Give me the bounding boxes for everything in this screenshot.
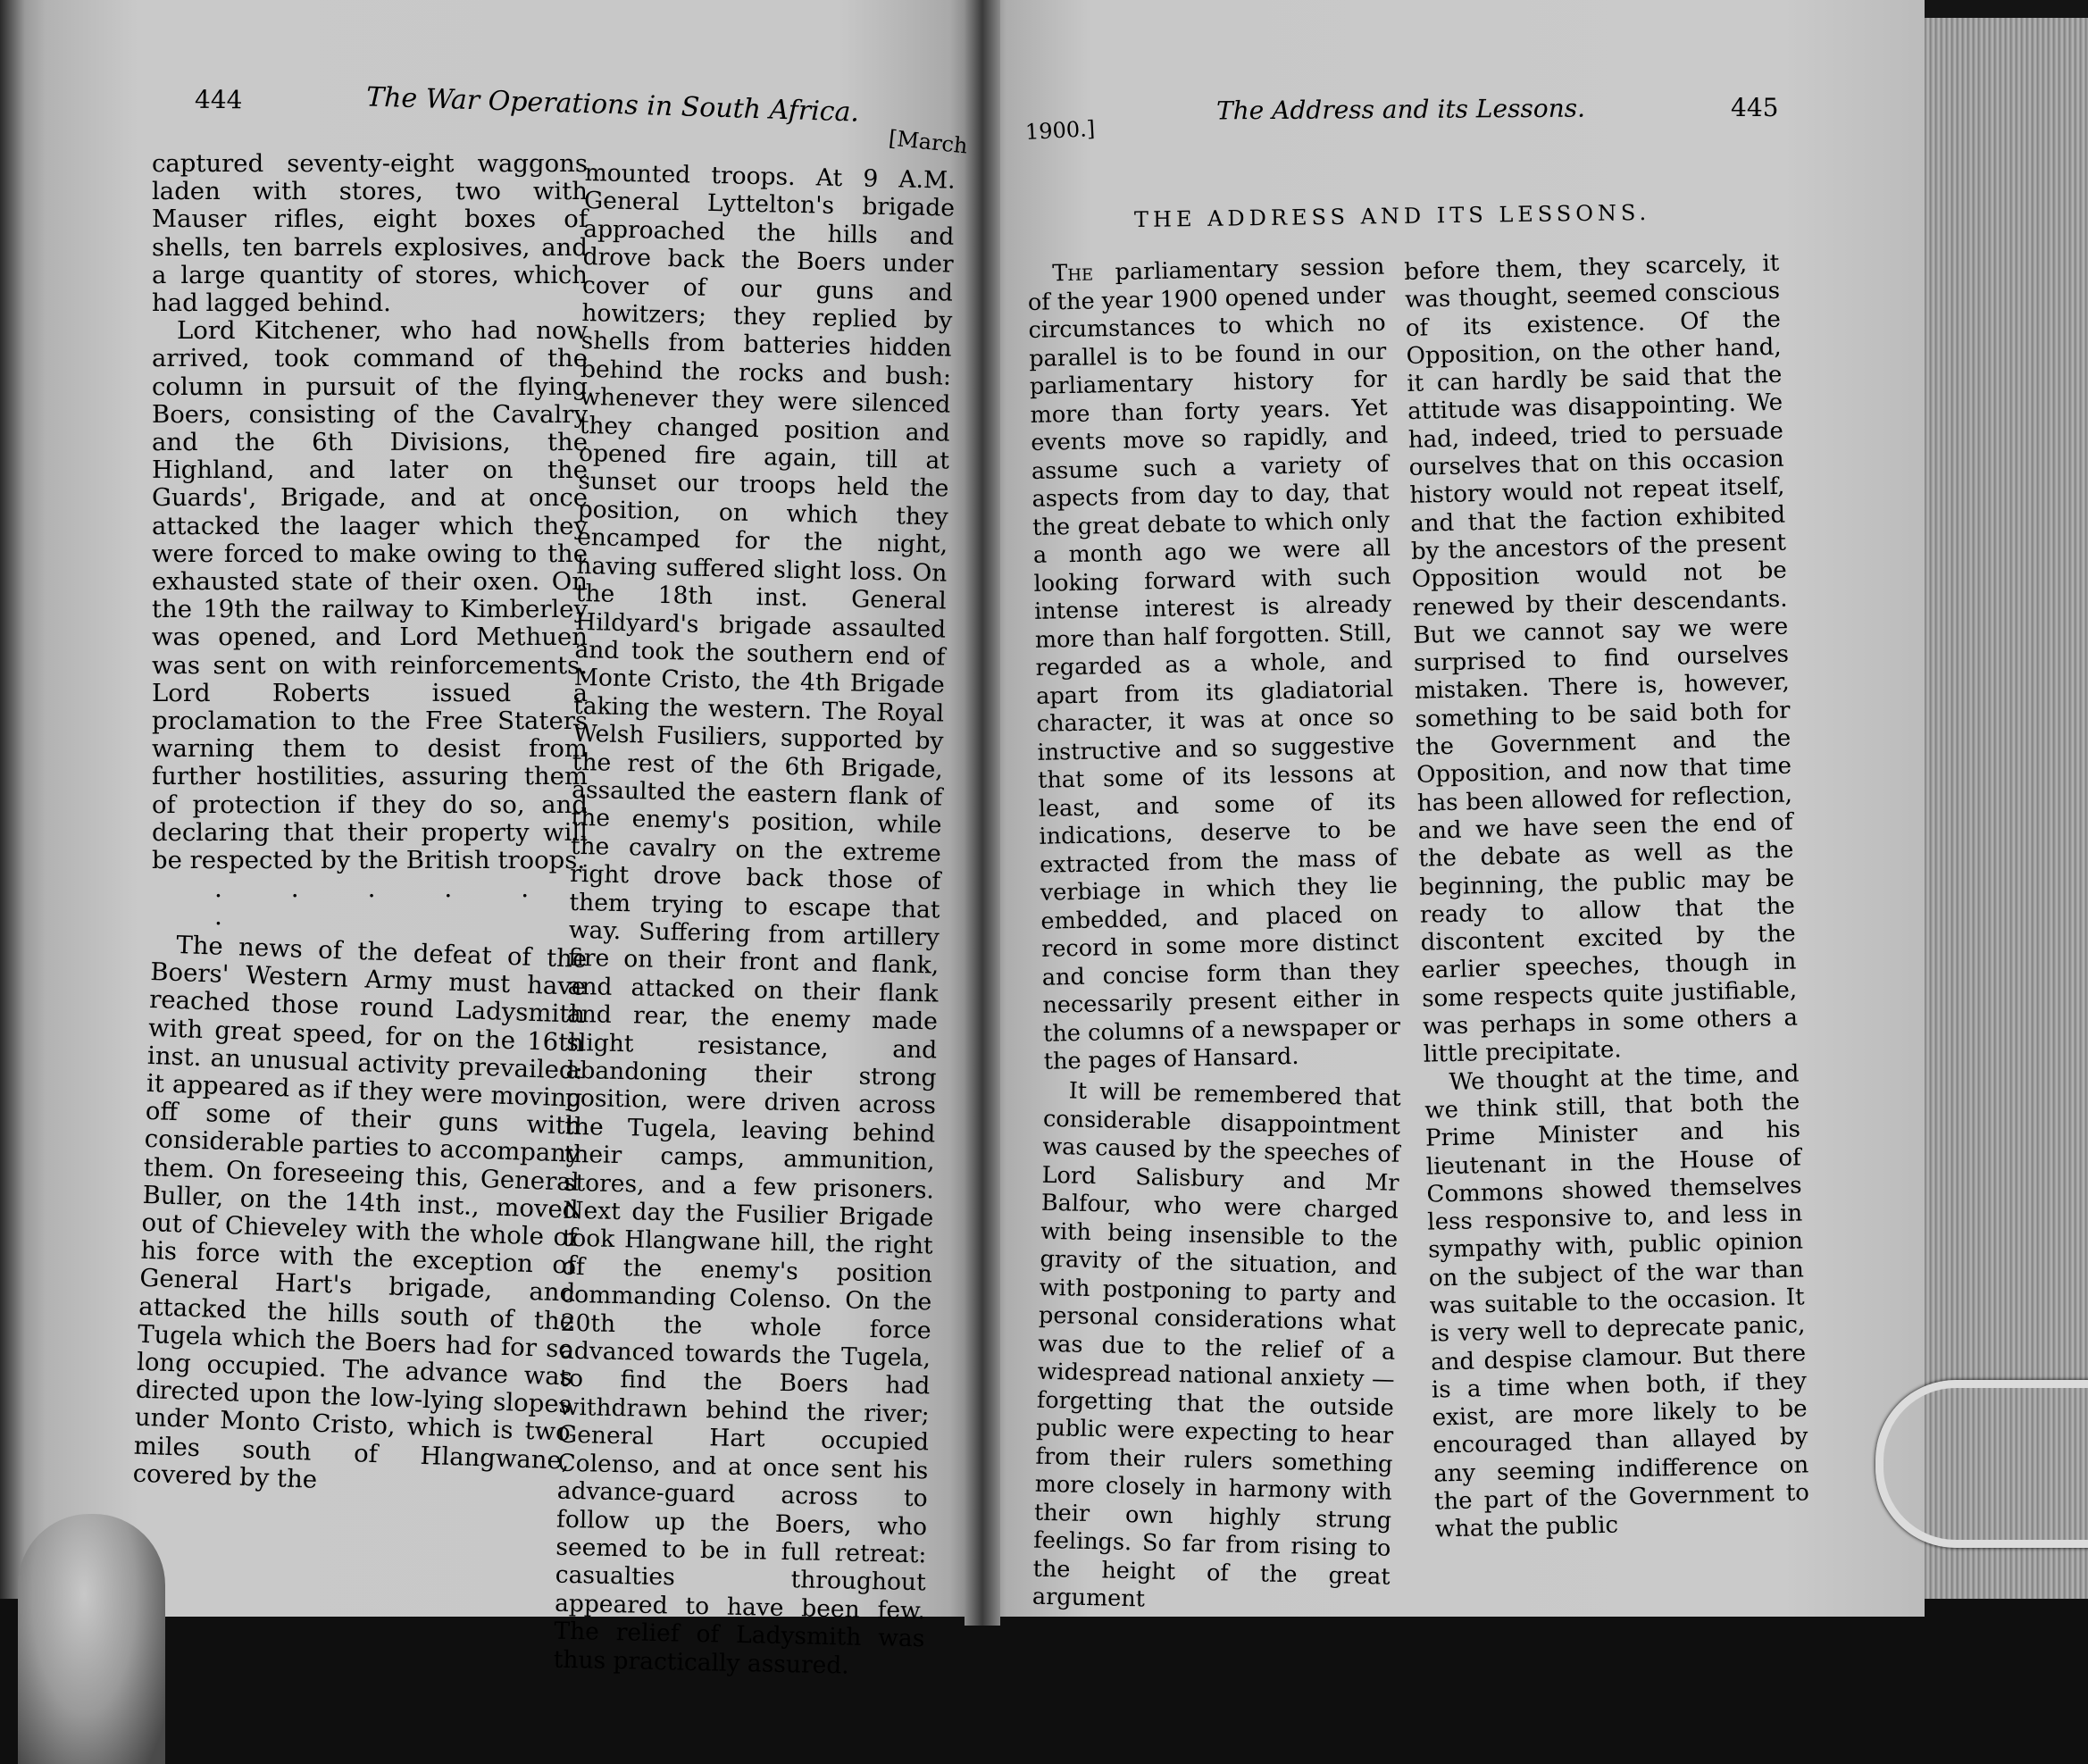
right-page-edges [1920,18,2088,1608]
book-gutter [965,0,1000,1626]
paragraph: captured seventy-eight waggons laden with stores, two with Mauser rifles, eight boxes of shells, ten barrels explosives, and a large quantity of stores, which had lagged behind. [152,149,588,318]
paragraph: The news of the defeat of the Boers' Western Army must have reached those round Ladysmith with great speed, for on the 16th inst. an unusual activity prevailed: it appeared as if they were moving off some of their guns with considerable parties to accompany them. On foreseeing this, General Buller, on the 14th inst., moved out of Chieveley with the whole of his force with the exception of General Hart's brigade, and attacked the hills south of the Tugela which the Boers had for so long occupied. The advance was directed upon the low-lying slopes under Monto Cristo, which is two miles south of Hlangwane, covered by the [132,930,588,1494]
section-heading: THE ADDRESS AND ITS LESSONS. [1133,199,1651,233]
left-folio: 444 [194,84,243,115]
paragraph-text: parliamentary session of the year 1900 opened under circumstances to which no parallel is to be found in our parliamentary history for more than forty years. Yet events move so rapidly, and assume such a variety of aspects from day to day, that the great debate to which only a month ago we were all looking forward with such intense interest is already more than half forgotten. Still, regarded as a whole, and apart from its gladiatorial character, it was at once so instructive and so suggestive that some of its lessons at least, and some of its indications, deserve to be extracted from the mass of verbiage in which they lie embedded, and placed on record in some more distinct and concise form than they necessarily present either in the columns of a newspaper or the pages of Hansard. [1027,253,1401,1075]
paragraph: It will be remembered that considerable disappointment was caused by the speeches of Lord Salisbury and Mr Balfour, who were charged with being insensible to the gravity of the situation, and with postponing to party and personal considerations what was due to the relief of a widespread national anxiety — forgetting that the outside public were expecting to hear from their rulers something more closely in harmony with their own highly strung feelings. So far from rising to the height of the great argument [1031,1076,1402,1613]
right-folio-wrap [1731,93,1778,122]
right-running-date: 1900.] [1024,115,1096,146]
lead-word: The [1051,259,1094,288]
paragraph: mounted troops. At 9 A.M. General Lyttelton's brigade approached the hills and drove back the Boers under cover of our guns and howitzers; they replied by shells from batteries hidden behind the rocks and bush: whenever they were silenced they changed position and opened fire again, till at sunset our troops held the position, on which they encamped for the night, having suffered slight loss. On the 18th inst. General Hildyard's brigade assaulted and took the southern end of Monte Cristo, the 4th Brigade taking the western. The Royal Welsh Fusiliers, supported by the rest of the 6th Brigade, assaulted the eastern flank of the enemy's position, while the cavalry on the extreme right drove back those of them trying to escape that way. Suffering from artillery fire on their front and flank, and attacked on their flank and rear, the enemy made slight resistance, and abandoning their strong position, were driven across the Tugela, leaving behind their camps, ammunition, stores, and a few prisoners. Next day the Fusilier Brigade took Hlangwane hill, the right of the enemy's position commanding Colenso. On the 20th the whole force advanced towards the Tugela, to find the Boers had withdrawn behind the river; General Hart occupied Colenso, and at once sent his advance-guard across to follow up the Boers, who seemed to be in full retreat: casualties throughout appeared to have been few. The relief of Ladysmith was thus practically assured. [553,159,956,1680]
paragraph: Lord Kitchener, who had now arrived, took command of the column in pursuit of the flying Boers, consisting of the Cavalry and the 6th Divisions, the Highland, and later on the Guards', Brigade, and at once attacked the laager which they were forced to make owing to the exhausted state of their oxen. On the 19th the railway to Kimberley was opened, and Lord Methuen was sent on with reinforcements. Lord Roberts issued a proclamation to the Free Staters warning them to desist from further hostilities, assuring them of protection if they do so, and declaring that their property will be respected by the British troops. [152,316,588,875]
left-page-column-1 [132,149,588,1494]
paragraph: We thought at the time, and we think still, that both the Prime Minister and his lieutenant in the House of Commons showed themselves less responsive to, and less in sympathy with, public opinion on the subject of the war than was suitable to the occasion. It is very well to deprecate panic, and despise clamour. But there is a time when both, if they exist, are more likely to be encouraged than allayed by any seeming indifference on the part of the Government to what the public [1424,1060,1810,1543]
thumb-holding-page [18,1514,165,1764]
right-page-column-2 [1404,250,1810,1544]
ellipsis-break: . . . . . . [214,874,560,932]
left-running-title: The War Operations in South Africa. [365,81,860,129]
right-running-date-wrap [1024,116,1095,145]
left-running-date: [March [887,125,969,159]
left-running-head [195,85,243,115]
page-clip [1875,1380,2088,1548]
right-running-title: The Address and its Lessons. [1215,93,1586,126]
left-page-column-2 [553,159,955,1681]
right-running-title-wrap [1216,94,1585,126]
table-background [0,1599,2088,1764]
paragraph: before them, they scarcely, it was thought, seemed conscious of its existence. Of the Opposition, on the other hand, it can hardly be said that the attitude was disappointing. We had, indeed, tried to persuade ourselves that on this occasion history would not repeat itself, and that the faction exhibited by the ancestors of the present Opposition would not be renewed by their descendants. But we cannot say we were surprised to find ourselves mistaken. There is, however, something to be said both for the Government and the Opposition, and now that time has been allowed for reflection, and we have seen the end of the debate as well as the beginning, the public may be ready to allow that the discontent excited by the earlier speeches, though in some respects quite justifiable, was perhaps in some others a little precipitate. [1404,249,1799,1069]
right-folio: 445 [1731,93,1779,122]
paragraph [1027,254,1401,1077]
right-page-column-1 [1027,254,1413,1611]
